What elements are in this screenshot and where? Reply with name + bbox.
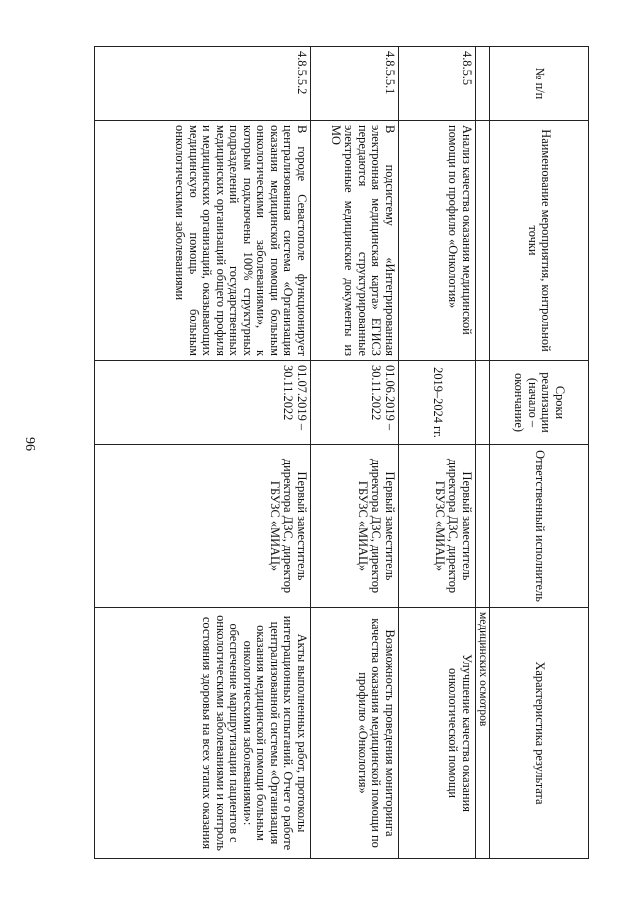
header-name: Наименование мероприятия, контрольной точки	[489, 121, 589, 360]
header-number: № п/п	[489, 47, 589, 120]
row-2-responsible: Первый заместитель директора ДЗС, директор ГБУЗС «МИАЦ»	[310, 445, 398, 607]
header-result: Характеристика результата	[489, 608, 589, 858]
continuation-period-cell	[475, 361, 489, 444]
row-2-result: Возможность проведения мониторинга качества оказания медицинской помощи по профилю «Онкология»	[310, 608, 398, 858]
rotated-table	[94, 46, 589, 859]
column-responsible	[94, 445, 589, 608]
continuation-result-cell: медицинских осмотров	[475, 608, 489, 858]
row-3-number: 4.8.5.5.2	[94, 47, 310, 120]
row-3-responsible: Первый заместитель директора ДЗС, директор ГБУЗС «МИАЦ»	[94, 445, 310, 607]
row-1-number: 4.8.5.5	[398, 47, 475, 120]
header-period: Сроки реализации (начало – окончание)	[489, 361, 589, 444]
row-1-result: Улучшение качества оказания онкологической помощи	[398, 608, 475, 858]
continuation-number-cell	[475, 47, 489, 120]
row-3-result: Акты выполненных работ, протоколы интеграционных испытаний. Отчет о работе централизованной системы «Организация оказания медицинской помощи больным онкологическими заболеваниями»: обеспечение маршрутизации пациентов с онкологическими заболеваниями и контроль состояния здоровья на всех этапах оказания	[94, 608, 310, 858]
row-2-number: 4.8.5.5.1	[310, 47, 398, 120]
column-name	[94, 121, 589, 361]
row-3-name: В городе Севастополе функционирует централизованная система «Организация оказания медицинской помощи больным онкологическими заболеваниями», к которым подключены 100% структурных подразделений государственных медицинских организаций общего профиля и медицинских организаций, оказывающих медицинскую помощь больным онкологическими заболеваниями	[94, 121, 310, 360]
continuation-responsible-cell	[475, 445, 489, 607]
row-1-responsible: Первый заместитель директора ДЗС, директор ГБУЗС «МИАЦ»	[398, 445, 475, 607]
row-1-name: Анализ качества оказания медицинской помощи по профилю «Онкология»	[398, 121, 475, 360]
column-result	[94, 608, 589, 859]
continuation-name-cell	[475, 121, 489, 360]
row-2-name: В подсистему «Интегрированная электронная медицинская карта» ЕГИСЗ передаются структурированные электронные медицинские документы из МО	[310, 121, 398, 360]
column-period	[94, 361, 589, 445]
column-number	[94, 46, 589, 121]
row-2-period: 01.06.2019 – 30.11.2022	[310, 361, 398, 444]
row-3-period: 01.07.2019 – 30.11.2022	[94, 361, 310, 444]
row-1-period: 2019–2024 гг.	[398, 361, 475, 444]
page-number: 96	[22, 437, 37, 451]
header-responsible: Ответственный исполнитель	[489, 445, 589, 607]
